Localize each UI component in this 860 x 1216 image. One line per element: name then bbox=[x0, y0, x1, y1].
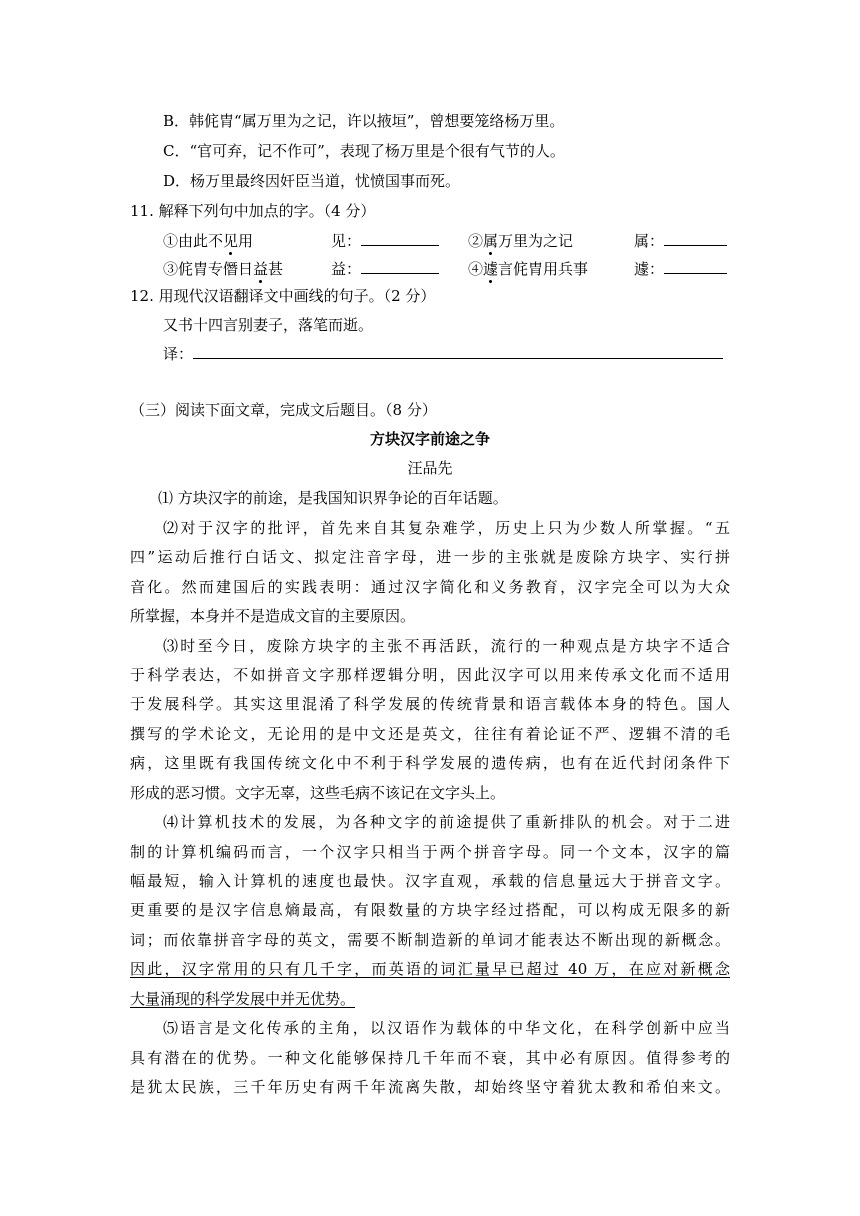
paragraph-5-line: ⑸语言是文化传承的主角，以汉语作为载体的中华文化，在科学创新中应当 bbox=[163, 1019, 730, 1037]
underlined-sentence-line: 因此，汉字常用的只有几千字，而英语的词汇量早已超过 40 万，在应对新概念 bbox=[130, 960, 730, 978]
answer-blank[interactable] bbox=[193, 343, 723, 359]
q11-item-1-label: 见： bbox=[331, 230, 439, 251]
section-3-heading: （三）阅读下面文章，完成文后题目。（8 分） bbox=[130, 401, 437, 419]
paragraph-4-line: 幅最短，输入计算机的速度也最快。汉字直观，承载的信息量远大于拼音文字。 bbox=[130, 872, 730, 890]
paragraph-1: ⑴ 方块汉字的前途，是我国知识界争论的百年话题。 bbox=[158, 489, 508, 507]
paragraph-2-line: 所掌握，本身并不是造成文盲的主要原因。 bbox=[130, 607, 416, 625]
paragraph-4-line: 制的计算机编码而言，一个汉字只相当于两个拼音字母。同一个文本，汉字的篇 bbox=[130, 843, 730, 861]
q11-item-4-label: 遽： bbox=[634, 258, 727, 279]
question-12-stem: 12. 用现代汉语翻译文中画线的句子。（2 分） bbox=[130, 287, 436, 305]
paragraph-2-line: 四”运动后推行白话文、拟定注音字母，进一步的主张就是废除方块字、实行拼 bbox=[130, 548, 730, 566]
paragraph-3-line: 于科学表达，不如拼音文字那样逻辑分明，因此汉字可以用来传承文化而不适用 bbox=[130, 666, 730, 684]
paragraph-3-line: 于发展科学。其实这里混淆了科学发展的传统背景和语言载体本身的特色。国人 bbox=[130, 695, 730, 713]
paragraph-4-line: ⑷计算机技术的发展，为各种文字的前途提供了重新排队的机会。对于二进 bbox=[163, 813, 730, 831]
underlined-sentence-line: 大量涌现的科学发展中并无优势。 bbox=[130, 990, 356, 1008]
paragraph-3-line: 病，这里既有我国传统文化中不利于科学发展的遗传病，也有在近代封闭条件下 bbox=[130, 754, 730, 772]
option-d: D．杨万里最终因奸臣当道，忧愤国事而死。 bbox=[163, 172, 461, 190]
paragraph-4-line: 更重要的是汉字信息熵最高，有限数量的方块字经过搭配，可以构成无限多的新 bbox=[130, 901, 730, 919]
q11-item-1: ①由此不见用 bbox=[163, 232, 254, 250]
dotted-char: 见 bbox=[223, 232, 239, 250]
q11-item-2: ②属万里为之记 bbox=[468, 232, 574, 250]
answer-blank[interactable] bbox=[664, 258, 727, 274]
paragraph-3-line: 撰写的学术论文，无论用的是中文还是英文，往往有着论证不严、逻辑不清的毛 bbox=[130, 725, 730, 743]
paragraph-2-line: ⑵对于汉字的批评，首先来自其复杂难学，历史上只为少数人所掌握。“五 bbox=[163, 519, 730, 537]
paragraph-5-line: 具有潜在的优势。一种文化能够保持几千年而不衰，其中必有原因。值得参考的 bbox=[130, 1049, 730, 1067]
question-11-stem: 11. 解释下列句中加点的字。（4 分） bbox=[130, 202, 376, 220]
q11-item-4: ④遽言侂胄用兵事 bbox=[468, 260, 589, 278]
dotted-char: 遽 bbox=[483, 260, 499, 278]
q12-sentence: 又书十四言别妻子，落笔而逝。 bbox=[163, 316, 374, 334]
q11-item-3-label: 益： bbox=[331, 258, 439, 279]
paragraph-2-line: 音化。然而建国后的实践表明：通过汉字简化和义务教育，汉字完全可以为大众 bbox=[130, 578, 730, 596]
paragraph-5-line: 是犹太民族，三千年历史有两千年流离失散，却始终坚守着犹太教和希伯来文。 bbox=[130, 1078, 730, 1096]
q12-answer-line: 译： bbox=[163, 343, 723, 364]
q11-item-2-label: 属： bbox=[634, 230, 727, 251]
answer-blank[interactable] bbox=[361, 230, 439, 246]
dotted-char: 益 bbox=[253, 260, 269, 278]
option-b: B．韩侂胄“属万里为之记，许以掖垣”，曾想要笼络杨万里。 bbox=[163, 112, 565, 130]
article-author: 汪品先 bbox=[407, 459, 453, 477]
article-title: 方块汉字前途之争 bbox=[369, 430, 490, 448]
paragraph-4-line: 词；而依靠拼音字母的英文，需要不断制造新的单词才能表达不断出现的新概念。 bbox=[130, 931, 730, 949]
dotted-char: 属 bbox=[483, 232, 499, 250]
paragraph-3-line: ⑶时至今日，废除方块字的主张不再活跃，流行的一种观点是方块字不适合 bbox=[163, 637, 730, 655]
paragraph-3-line: 形成的恶习惯。文字无辜，这些毛病不该记在文字头上。 bbox=[130, 784, 506, 802]
answer-blank[interactable] bbox=[361, 258, 439, 274]
q11-item-3: ③侂胄专僭日益甚 bbox=[163, 260, 284, 278]
answer-blank[interactable] bbox=[664, 230, 727, 246]
option-c: C．“官可弃，记不作可”，表现了杨万里是个很有气节的人。 bbox=[163, 142, 565, 160]
